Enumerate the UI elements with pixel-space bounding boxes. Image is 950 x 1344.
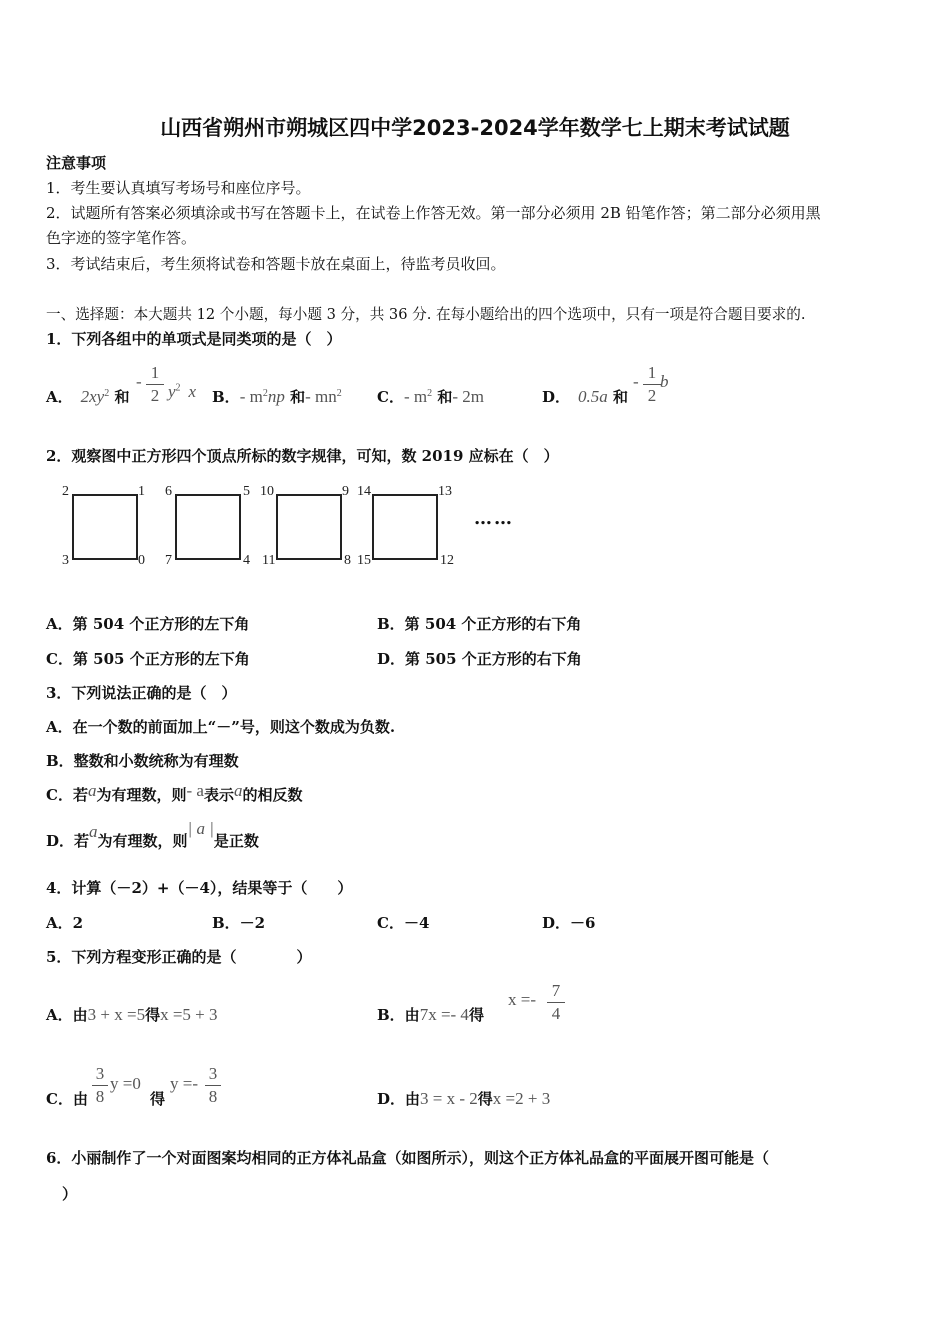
q2-square-2-tl: 6 xyxy=(165,484,172,499)
q5-c-eq1: y =0 xyxy=(110,1074,141,1093)
q5-c-de: 得 xyxy=(150,1090,166,1108)
q2-square-3-tl: 10 xyxy=(260,484,274,499)
q1-option-d: D． 0.5a 和 xyxy=(542,387,629,406)
q2-option-c: C．第 505 个正方形的左下角 xyxy=(46,650,250,668)
q1-d-minus: - xyxy=(633,372,639,391)
q2-option-d: D．第 505 个正方形的右下角 xyxy=(377,650,582,668)
q5-option-c: C．由 xyxy=(46,1090,88,1108)
q2-square-3 xyxy=(276,494,342,560)
q2-square-3-br: 8 xyxy=(344,553,351,568)
q2-square-3-tr: 9 xyxy=(342,484,349,499)
page-title: 山西省朔州市朔城区四中学2023-2024学年数学七上期末考试试题 xyxy=(160,116,790,140)
q5-b-lhs: x =- xyxy=(508,990,536,1009)
q2-square-4-br: 12 xyxy=(440,553,454,568)
q2-square-2-bl: 7 xyxy=(165,553,172,568)
notice-item-2-cont: 色字迹的签字笔作答。 xyxy=(46,229,197,247)
q2-square-1-br: 0 xyxy=(138,553,145,568)
q6-stem: 6．小丽制作了一个对面图案均相同的正方体礼品盒（如图所示），则这个正方体礼品盒的平面展开图可能是（ xyxy=(46,1149,769,1167)
q2-square-4-tr: 13 xyxy=(438,484,452,499)
q2-square-4-tl: 14 xyxy=(357,484,371,499)
q5-stem: 5．下列方程变形正确的是（ ） xyxy=(46,948,312,966)
q2-stem: 2．观察图中正方形四个顶点所标的数字规律，可知，数 2019 应标在（ ） xyxy=(46,447,559,465)
q2-square-1-tr: 1 xyxy=(138,484,145,499)
q5-b-fraction: 7 4 xyxy=(547,981,565,1024)
q1-a-y: $y^2$ x xyxy=(168,382,197,401)
q5-option-a: A．由3 + x =5得x =5 + 3 xyxy=(46,1005,218,1024)
q1-option-b: B．- $m^2np$ 和- $mn^2$ xyxy=(212,387,342,406)
q2-square-1 xyxy=(72,494,138,560)
q5-c-lhs: y =- xyxy=(170,1074,198,1093)
notice-heading: 注意事项 xyxy=(46,154,107,172)
q1-stem: 1．下列各组中的单项式是同类项的是（ ） xyxy=(46,330,342,348)
q1-option-c: C．- $m^2$ 和- 2m xyxy=(377,387,484,406)
q4-option-c: C．－4 xyxy=(377,914,430,932)
q3-option-b: B．整数和小数统称为有理数 xyxy=(46,752,239,770)
q3-stem: 3．下列说法正确的是（ ） xyxy=(46,684,237,702)
q2-ellipsis: …… xyxy=(474,508,514,529)
q1-d-fraction: 1 2 xyxy=(643,363,661,406)
q5-c-fraction-2: 3 8 xyxy=(205,1064,221,1107)
q2-square-1-tl: 2 xyxy=(62,484,69,499)
q1-option-a: A． $2xy^2$ 和 xyxy=(46,387,130,406)
section-heading: 一、选择题：本大题共 12 个小题，每小题 3 分，共 36 分. 在每小题给出的四个选项中，只有一项是符合题目要求的. xyxy=(46,306,806,323)
q3-option-c: C．若a为有理数，则- a表示a的相反数 xyxy=(46,781,303,804)
q5-option-d: D．由3 = x - 2得x =2 + 3 xyxy=(377,1089,551,1108)
q2-square-2-br: 4 xyxy=(243,553,250,568)
q5-c-fraction-1: 3 8 xyxy=(92,1064,108,1107)
q2-option-a: A．第 504 个正方形的左下角 xyxy=(46,615,250,633)
q2-option-b: B．第 504 个正方形的右下角 xyxy=(377,615,582,633)
q4-option-a: A．2 xyxy=(46,914,84,932)
q4-stem: 4．计算（－2）+（－4），结果等于（ ） xyxy=(46,879,353,897)
q3-option-a: A．在一个数的前面加上“－”号，则这个数成为负数. xyxy=(46,718,396,736)
notice-item-1: 1．考生要认真填写考场号和座位序号。 xyxy=(46,179,311,197)
q5-option-b: B．由7x =- 4得 xyxy=(377,1005,484,1024)
q4-option-b: B．－2 xyxy=(212,914,266,932)
q1-d-b: b xyxy=(660,372,669,391)
notice-item-3: 3．考试结束后，考生须将试卷和答题卡放在桌面上，待监考员收回。 xyxy=(46,255,506,273)
notice-item-2: 2．试题所有答案必须填涂或书写在答题卡上，在试卷上作答无效。第一部分必须用 2B 铅笔作答；第二部分必须用黑 xyxy=(46,204,821,222)
q2-square-4-bl: 15 xyxy=(357,553,371,568)
q2-square-1-bl: 3 xyxy=(62,553,69,568)
q2-square-2 xyxy=(175,494,241,560)
q6-stem-end: ） xyxy=(62,1185,78,1203)
q4-option-d: D．－6 xyxy=(542,914,596,932)
q2-square-2-tr: 5 xyxy=(243,484,250,499)
q2-square-3-bl: 11 xyxy=(262,553,276,568)
q3-option-d: D．若a为有理数，则| a |是正数 xyxy=(46,819,259,850)
q2-square-4 xyxy=(372,494,438,560)
q1-a-fraction: 1 2 xyxy=(146,363,164,406)
q1-a-minus: - xyxy=(136,372,142,391)
